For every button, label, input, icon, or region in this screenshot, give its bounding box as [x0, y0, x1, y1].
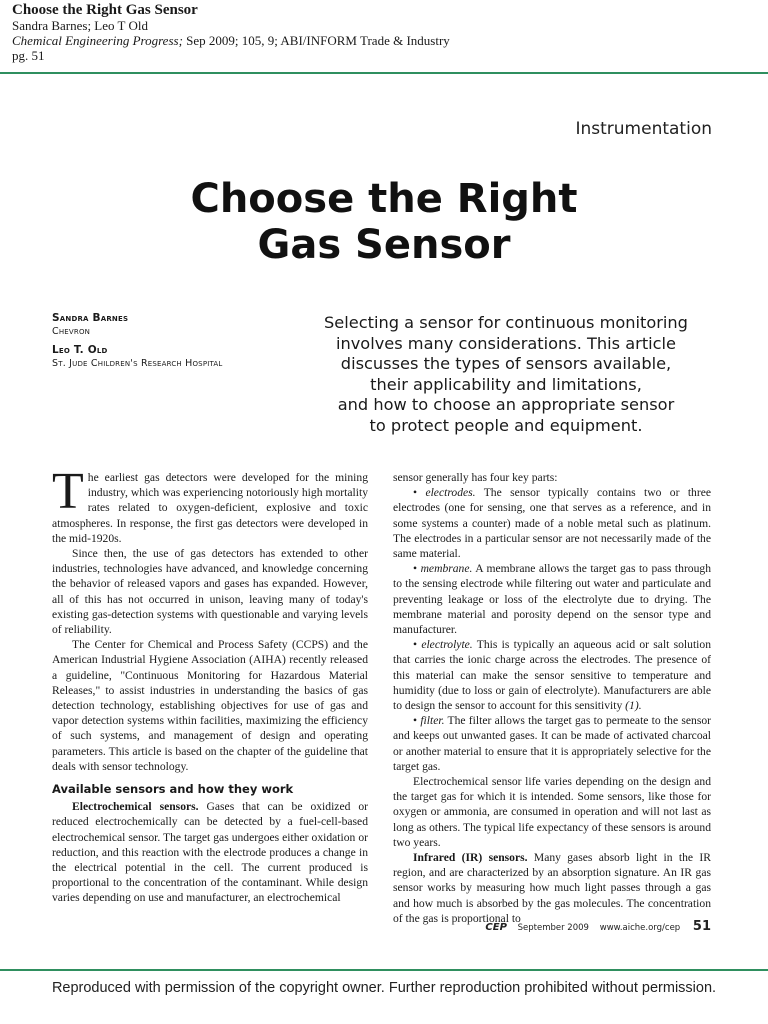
- citation-journal: Chemical Engineering Progress;: [12, 33, 183, 48]
- citation-source: [12, 33, 756, 48]
- paragraph-text: Many gases absorb light in the IR region, and are characterized by an absorption signature. An IR gas sensor works by measuring how much light passes through a gas and how much is absorbed by the gas molecules. The concentration of the gas is proportional to: [393, 851, 711, 925]
- bullet-text: The sensor typically contains two or three electrodes (one for sensing, one that serves as a reference, and in some systems a counter) made of a noble metal such as platinum. The electrodes in a particular sensor are not necessarily made of the same material.: [393, 486, 711, 561]
- deck-line: involves many considerations. This article: [335, 333, 677, 353]
- article-title: [0, 176, 768, 268]
- citation-header: [12, 2, 756, 63]
- top-divider: [0, 72, 768, 74]
- author-affiliation: St. Jude Children's Research Hospital: [52, 358, 223, 369]
- bullet-item: • membrane. A membrane allows the target gas to pass through to the sensing electrode while filtering out water and particulate and preventing leakage or loss of the electrolyte due to drying. The membrane material and porosity depend on the sensor type and manufacturer.: [393, 562, 711, 637]
- bullet-term: filter.: [420, 714, 445, 728]
- author-name: Sandra Barnes: [52, 312, 129, 324]
- deck-line: to protect people and equipment.: [369, 415, 643, 435]
- body-column-left: [52, 463, 368, 906]
- page-footer: [485, 919, 711, 934]
- deck-line: their applicability and limitations,: [370, 374, 642, 394]
- deck-line: and how to choose an appropriate sensor: [337, 395, 675, 414]
- page-number: 51: [692, 919, 711, 934]
- citation-title: Choose the Right Gas Sensor: [12, 2, 198, 18]
- paragraph-text: he earliest gas detectors were developed for the mining industry, which was experiencing notoriously high mortality rates related to oxygen-deficient, explosive and toxic atmospheres. In response, the first gas detectors were developed in the mid-1920s.: [52, 471, 368, 545]
- citation-authors: Sandra Barnes; Leo T Old: [12, 18, 148, 33]
- author-affiliation: Chevron: [52, 326, 91, 337]
- citation-details: Sep 2009; 105, 9; ABI/INFORM Trade & Industry: [182, 33, 450, 48]
- paragraph: Electrochemical sensor life varies depending on the design and the target gas for which it is intended. Some sensors, like those for oxygen or ammonia, are consumed in operation and will not last as long as others. The typical life expectancy of these sensors is around two years.: [393, 775, 711, 849]
- bullet-term: electrodes.: [425, 486, 476, 500]
- body-column-right: [393, 470, 711, 926]
- bullet-item: • electrolyte. This is typically an aqueous acid or salt solution that carries the ionic charge across the electrodes. The presence of this material can make the sensor sensitive to temperature and humidity (due to loss or gain of electrolyte). Manufacturers are able to design the sensor to account for this sensitivity (1).: [393, 638, 711, 713]
- bullet-item: • filter. The filter allows the target gas to permeate to the sensor and keeps out unwanted gases. It can be made of activated charcoal or another material to ensure that it is appropriately selective for the target gas.: [393, 714, 711, 773]
- article-deck: [296, 313, 716, 436]
- bullet-text: A membrane allows the target gas to pass through to the sensing electrode while filtering out water and particulate and preventing leakage or loss of the electrolyte due to drying. The membrane material and porosity depend on the sensor type and manufacturer.: [393, 562, 711, 637]
- bottom-divider: [0, 969, 768, 971]
- paragraph: [393, 850, 711, 926]
- deck-line: discusses the types of sensors available,: [340, 354, 672, 373]
- magazine-logo: CEP: [485, 922, 507, 933]
- citation-page: pg. 51: [12, 48, 45, 63]
- run-in-head: Infrared (IR) sensors.: [413, 851, 528, 865]
- title-line: Gas Sensor: [257, 222, 511, 268]
- drop-cap: T: [52, 463, 84, 520]
- run-in-head: Electrochemical sensors.: [72, 800, 199, 814]
- title-line: Choose the Right: [190, 176, 578, 222]
- bullet-text: This is typically an aqueous acid or salt solution that carries the ionic charge across the electrodes. The presence of this material can make the sensor sensitive to temperature and humidity (due to loss or gain of electrolyte). Manufacturers are able to design the sensor to account for this sensitivity: [393, 638, 711, 713]
- permission-notice: Reproduced with permission of the copyright owner. Further reproduction prohibited without permission.: [51, 980, 717, 996]
- paragraph: [52, 463, 368, 546]
- reference-marker: (1).: [625, 699, 642, 713]
- paragraph: Since then, the use of gas detectors has extended to other industries, technologies have advanced, and knowledge concerning the behavior of released vapors and gases has expanded. However, all of this has not occurred in unison, leaving many of today's existing gas-detection systems with questionable and varying levels of reliability.: [52, 547, 368, 637]
- paragraph: The Center for Chemical and Process Safety (CCPS) and the American Industrial Hygiene Association (AIHA) recently released a guideline, "Continuous Monitoring for Hazardous Material Releases," to assist industries in understanding the basics of gas detection technology, establishing objectives for use of gas and vapor detection systems within facilities, maximizing the efficiency of such systems, and management of design and operating parameters. This article is based on the chapter of the guideline that deals with sensor technology.: [52, 638, 368, 773]
- paragraph-text: Gases that can be oxidized or reduced electrochemically can be detected by a fuel-cell-based electrochemical sensor. The target gas undergoes either oxidation or reduction, and this reaction with the electrode produces a change in the electrical potential in the cell. The current produced is proportional to the concentration of the contaminant. While design varies depending on use and manufacturer, an electrochemical: [52, 800, 368, 905]
- bullet-term: electrolyte.: [421, 638, 473, 652]
- bullet-item: • electrodes. The sensor typically contains two or three electrodes (one for sensing, one that serves as a reference, and in some systems a counter) made of a noble metal such as platinum. The electrodes in a particular sensor are not necessarily made of the same material.: [393, 486, 711, 561]
- section-label: Instrumentation: [575, 119, 712, 139]
- bullet-text: The filter allows the target gas to permeate to the sensor and keeps out unwanted gases. It can be made of activated charcoal or another material to ensure that it is appropriately selective for the target gas.: [393, 714, 711, 773]
- deck-line: Selecting a sensor for continuous monitoring: [324, 313, 688, 332]
- author-block: [52, 312, 223, 376]
- paragraph: sensor generally has four key parts:: [393, 471, 558, 484]
- footer-date: September 2009: [517, 923, 589, 933]
- bullet-term: membrane.: [420, 562, 473, 576]
- author-name: Leo T. Old: [52, 344, 108, 356]
- paragraph: [52, 799, 368, 905]
- footer-url: www.aiche.org/cep: [599, 923, 681, 933]
- subheading: Available sensors and how they work: [52, 782, 294, 797]
